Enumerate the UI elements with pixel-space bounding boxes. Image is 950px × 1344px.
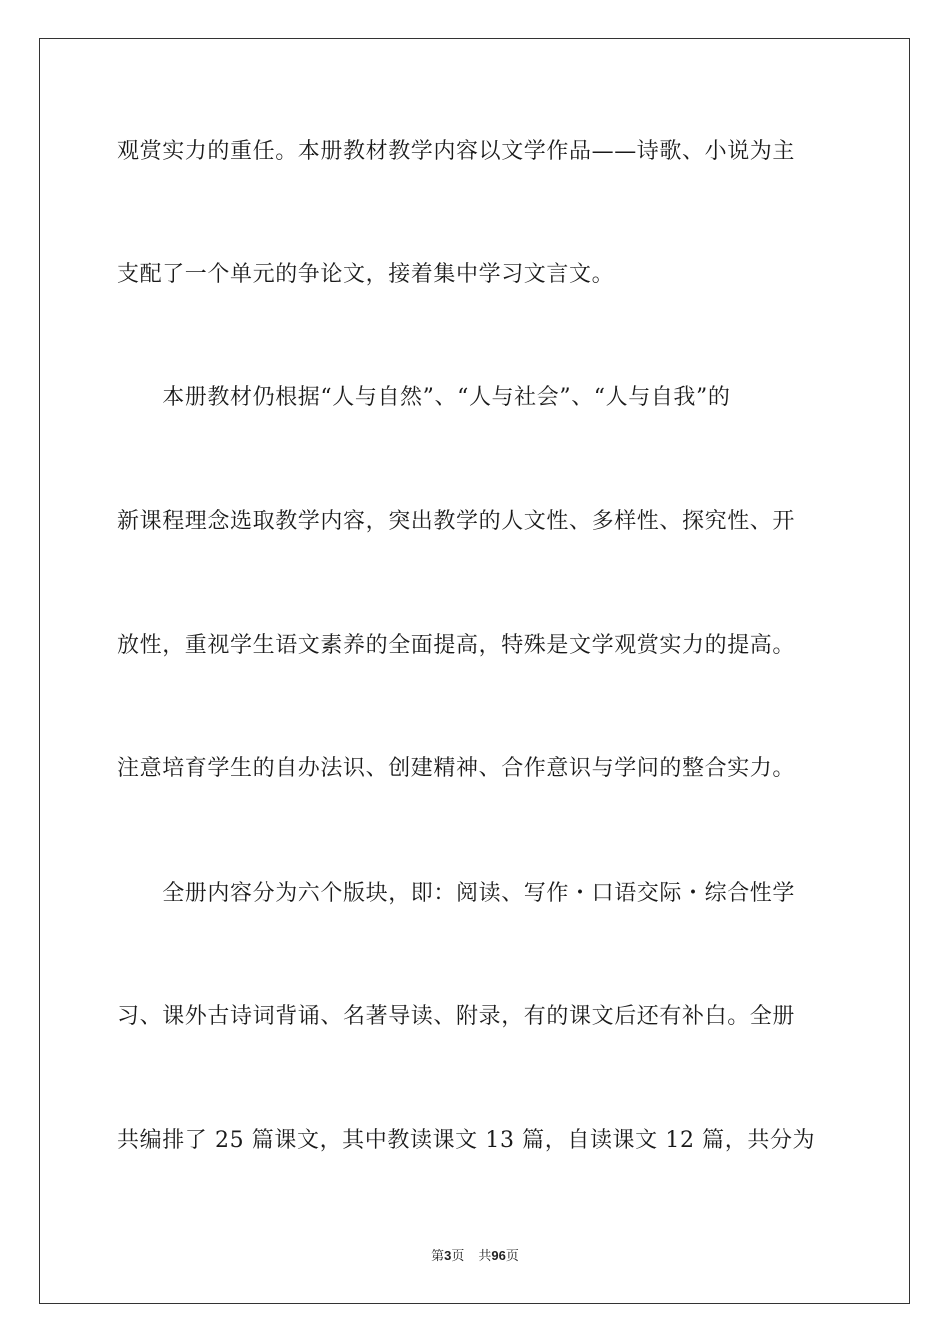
body-text-line-8: 习、课外古诗词背诵、名著导读、附录，有的课文后还有补白。全册 <box>117 1004 796 1029</box>
body-text-line-5: 放性，重视学生语文素养的全面提高，特殊是文学观赏实力的提高。 <box>117 633 796 658</box>
body-text-line-6: 注意培育学生的自办法识、创建精神、合作意识与学问的整合实力。 <box>117 756 796 781</box>
page-border <box>39 38 910 1304</box>
total-suffix: 页 <box>505 1249 519 1264</box>
body-text-line-2: 支配了一个单元的争论文，接着集中学习文言文。 <box>117 262 615 287</box>
page-suffix: 页 <box>451 1249 465 1264</box>
page-prefix: 第 <box>431 1249 445 1264</box>
body-text-line-4: 新课程理念选取教学内容，突出教学的人文性、多样性、探究性、开 <box>117 509 796 534</box>
total-prefix: 共 <box>478 1249 492 1264</box>
body-text-line-7: 全册内容分为六个版块，即：阅读、写作・口语交际・综合性学 <box>117 881 796 906</box>
body-text-line-9: 共编排了 25 篇课文，其中教读课文 13 篇，自读课文 12 篇，共分为 <box>117 1128 816 1153</box>
body-text-line-1: 观赏实力的重任。本册教材教学内容以文学作品——诗歌、小说为主 <box>117 139 796 164</box>
body-text-line-3: 本册教材仍根据“人与自然”、“人与社会”、“人与自我”的 <box>117 385 731 410</box>
page-footer <box>0 1247 950 1266</box>
page-number: 3 <box>444 1248 452 1263</box>
total-pages: 96 <box>491 1248 506 1263</box>
